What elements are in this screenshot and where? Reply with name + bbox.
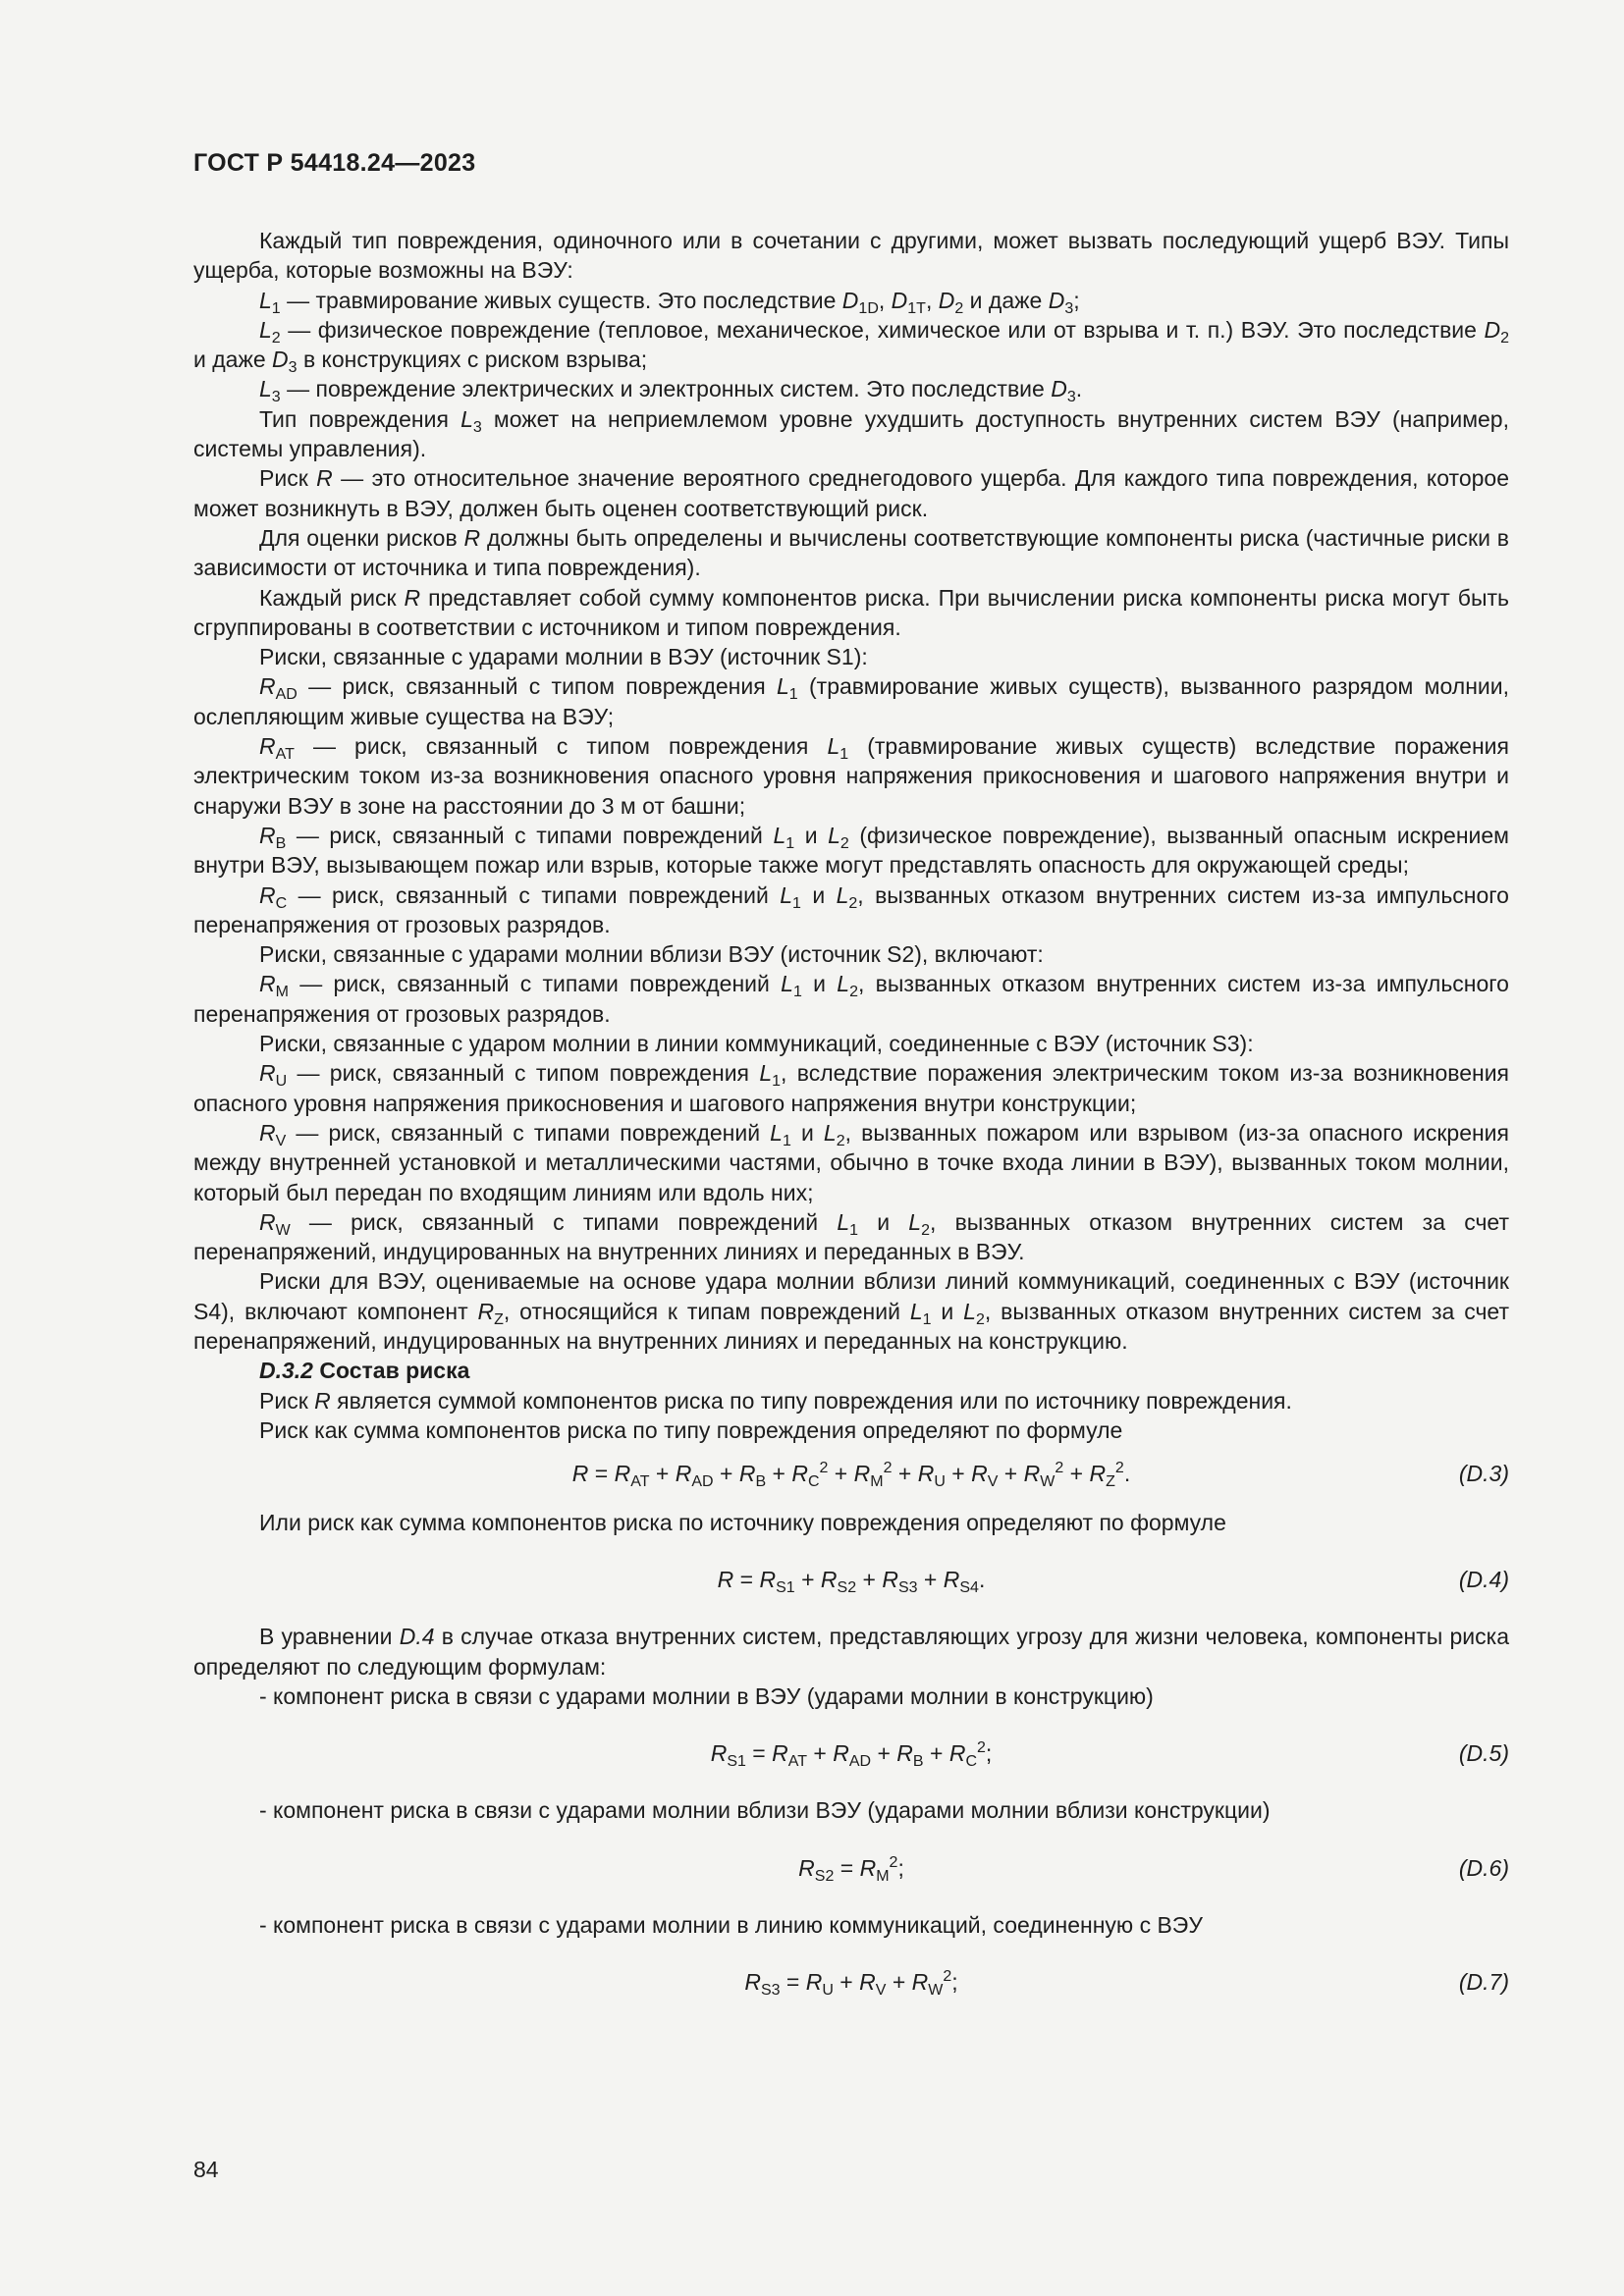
paragraph-l1: $L_1$ — травмирование живых существ. Это последствие $D_{1D}$, $D_{1T}$, $D_2$ и даже $D_3$; — [259, 287, 1080, 317]
paragraph-risk-composition: Риск R является суммой компонентов риска по типу повреждения или по источнику повреждения. — [259, 1387, 1292, 1414]
section-heading-d32: D.3.2 Состав риска — [259, 1358, 470, 1384]
paragraph-risk-definition: Риск R — это относительное значение вероятного среднегодового ущерба. Для каждого типа повреждения, которое может возникнуть в ВЭУ, должен быть оценен соответствующий риск. — [193, 465, 1509, 521]
paragraph-damage-types: Каждый тип повреждения, одиночного или в сочетании с другими, может вызвать последующий ущерб ВЭУ. Типы ущерба, которые возможны на ВЭУ: — [193, 228, 1509, 284]
paragraph-risk-evaluation: Для оценки рисков R должны быть определены и вычислены соответствующие компоненты риска (частичные риски в зависимости от источника и типа повреждения). — [193, 524, 1509, 581]
paragraph-rat: $R_{AT}$ — риск, связанный с типом повреждения $L_1$ (травмирование живых существ) вследствие поражения электрическим током из-за возникновения опасного уровня напряжения прикосновения и шагового напряжения внутри и снаружи ВЭУ в зоне на расстоянии до 3 м от башни; — [193, 733, 1509, 819]
paragraph-rm: $R_M$ — риск, связанный с типами повреждений $L_1$ и $L_2$, вызванных отказом внутренних систем из-за импульсного перенапряжения от грозовых разрядов. — [193, 971, 1509, 1027]
equation-number-d7: (D.7) — [1458, 1968, 1509, 1995]
formula-d4 — [193, 1565, 1509, 1597]
paragraph-rw: $R_W$ — риск, связанный с типами повреждений $L_1$ и $L_2$, вызванных отказом внутренних систем за счет перенапряжений, индуцированных на внутренних линиях и переданных в ВЭУ. — [193, 1208, 1509, 1265]
paragraph-rb: $R_B$ — риск, связанный с типами повреждений $L_1$ и $L_2$ (физическое повреждение), вызванный опасным искрением внутри ВЭУ, вызывающем пожар или взрыв, которые также могут представлять опасность для окружающей среды; — [193, 822, 1509, 879]
paragraph-rad: $R_{AD}$ — риск, связанный с типом повреждения $L_1$ (травмирование живых существ), вызванного разрядом молнии, ослепляющим живые существа на ВЭУ; — [193, 673, 1509, 729]
paragraph-d4-components: В уравнении D.4 в случае отказа внутренних систем, представляющих угрозу для жизни человека, компоненты риска определяют по следующим формулам: — [193, 1624, 1509, 1680]
equation-number-d6: (D.6) — [1458, 1854, 1509, 1881]
formula-d6-expression: $R_{S2} = R_M^2$; — [798, 1853, 904, 1885]
paragraph-ru: $R_U$ — риск, связанный с типом повреждения $L_1$, вследствие поражения электрическим током из-за возникновения опасного уровня напряжения прикосновения и шагового напряжения внутри конструкции; — [193, 1060, 1509, 1116]
paragraph-rv: $R_V$ — риск, связанный с типами повреждений $L_1$ и $L_2$, вызванных пожаром или взрывом (из-за опасного искрения между внутренней установкой и металлическими частями, обычно в точке входа линии в ВЭУ), вызванных током молнии, который был передан по входящим линиям или вдоль них; — [193, 1119, 1509, 1205]
page-number: 84 — [193, 2157, 219, 2182]
formula-d4-expression: $R = R_{S1} + R_{S2} + R_{S3} + R_{S4}$. — [717, 1567, 986, 1597]
page-body — [193, 226, 1509, 2024]
equation-number-d3: (D.3) — [1458, 1461, 1509, 1487]
paragraph-formula-d3-intro: Риск как сумма компонентов риска по типу повреждения определяют по формуле — [259, 1416, 1123, 1443]
paragraph-rc: $R_C$ — риск, связанный с типами повреждений $L_1$ и $L_2$, вызванных отказом внутренних систем из-за импульсного перенапряжения от грозовых разрядов. — [193, 881, 1509, 937]
equation-number-d5: (D.5) — [1458, 1740, 1509, 1767]
formula-d3-expression: $R = R_{AT} + R_{AD} + R_B + R_C^2 + R_M^2 + R_U + R_V + R_W^2 + R_Z^2$. — [571, 1460, 1131, 1491]
formula-d5-expression: $R_{S1} = R_{AT} + R_{AD} + R_B + R_C^2$; — [710, 1739, 993, 1771]
paragraph-source-s1: Риски, связанные с ударами молнии в ВЭУ (источник S1): — [259, 644, 868, 670]
paragraph-l2: $L_2$ — физическое повреждение (тепловое, механическое, химическое или от взрыва и т. п.) ВЭУ. Это последствие $D_2$ и даже $D_3$ в конструкциях с риском взрыва; — [193, 316, 1509, 377]
paragraph-formula-d4-intro: Или риск как сумма компонентов риска по источнику повреждения определяют по формуле — [259, 1510, 1226, 1536]
paragraph-l3: $L_3$ — повреждение электрических и электронных систем. Это последствие $D_3$. — [259, 376, 1083, 406]
paragraph-source-s3: Риски, связанные с ударом молнии в линии коммуникаций, соединенные с ВЭУ (источник S3): — [259, 1031, 1254, 1057]
paragraph-type-l3: Тип повреждения $L_3$ может на неприемлемом уровне ухудшить доступность внутренних систем ВЭУ (например, системы управления). — [193, 405, 1509, 462]
formula-d6 — [193, 1853, 1509, 1883]
document-header: ГОСТ Р 54418.24—2023 — [193, 149, 476, 177]
equation-number-d4: (D.4) — [1458, 1567, 1509, 1593]
list-item-s2: - компонент риска в связи с ударами молнии вблизи ВЭУ (ударами молнии вблизи конструкции) — [259, 1797, 1271, 1824]
list-item-s1: - компонент риска в связи с ударами молнии в ВЭУ (ударами молнии в конструкцию) — [259, 1683, 1154, 1710]
formula-d5 — [193, 1738, 1509, 1771]
paragraph-source-s2: Риски, связанные с ударами молнии вблизи ВЭУ (источник S2), включают: — [259, 941, 1044, 968]
formula-d7 — [193, 1967, 1509, 1997]
paragraph-source-s4: Риски для ВЭУ, оцениваемые на основе удара молнии вблизи линий коммуникаций, соединенных с ВЭУ (источник S4), включают компонент $R_Z$, относящийся к типам повреждений $L_1$ и $L_2$, вызванных отказом внутренних систем за счет перенапряжений, индуцированных на внутренних линиях и переданных на конструкцию. — [193, 1268, 1509, 1354]
formula-d3 — [193, 1459, 1509, 1491]
formula-d7-expression: $R_{S3} = R_U + R_V + R_W^2$; — [744, 1967, 958, 1999]
paragraph-risk-sum: Каждый риск R представляет собой сумму компонентов риска. При вычислении риска компоненты риска могут быть сгруппированы в соответствии с источником и типом повреждения. — [193, 584, 1509, 640]
list-item-s3: - компонент риска в связи с ударами молнии в линию коммуникаций, соединенную с ВЭУ — [259, 1911, 1203, 1938]
